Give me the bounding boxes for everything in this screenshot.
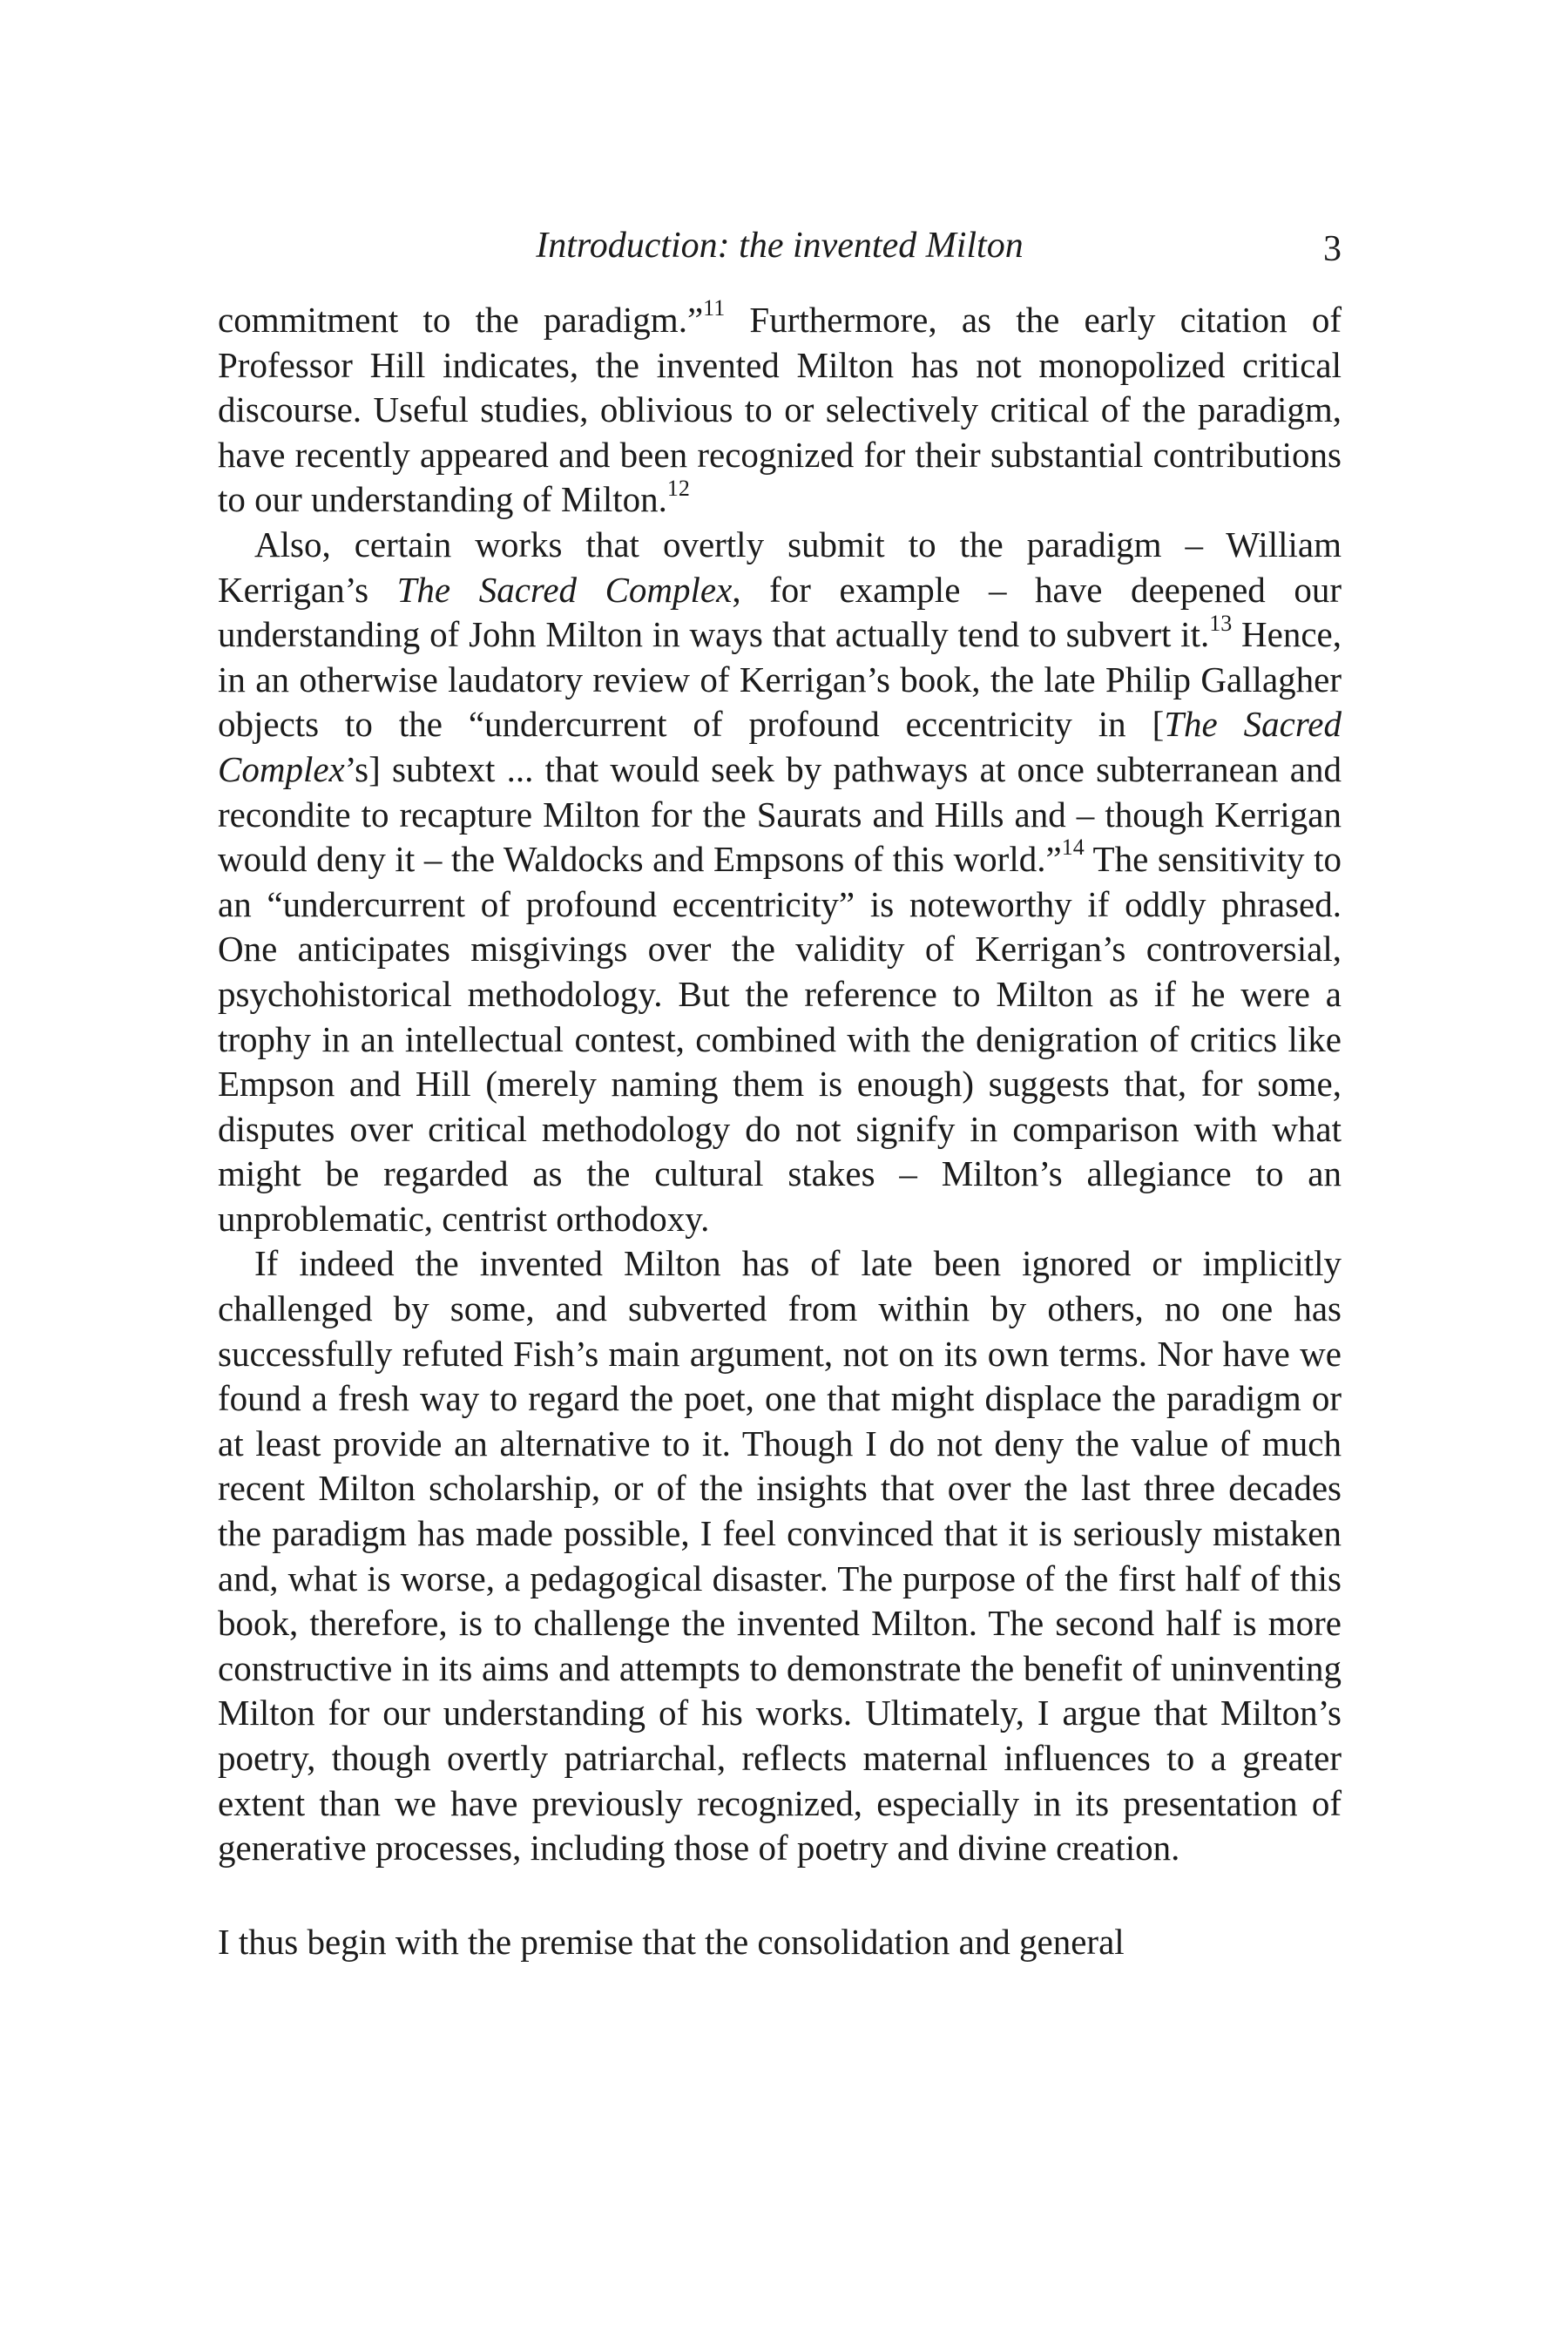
paragraph-1 (218, 295, 1342, 523)
paragraph-4: I thus begin with the premise that the consolidation and general (218, 1921, 1125, 1962)
book-title-sacred-complex: The Sacred Complex (396, 569, 733, 610)
paragraph-2-text-d: ’s] subtext ... that would seek by pathways at once subterranean and recondite to recapture Milton for the Saurats and Hills and – though Kerrigan would deny it – the Waldocks and Empsons of this world.” (218, 748, 1342, 880)
running-title: Introduction: the invented Milton (536, 226, 1024, 266)
footnote-ref-11: 11 (703, 295, 726, 321)
footnote-ref-14: 14 (1061, 835, 1085, 861)
paragraph-2-text-b: , for example – have deepened our understanding of John Milton in ways that actually tend to subvert it. (218, 569, 1342, 655)
footnote-ref-12: 12 (666, 475, 690, 501)
paragraph-2-text-a: Also, certain works that overtly submit to the paradigm – William Kerrigan’s (218, 524, 1342, 610)
running-head (218, 220, 1342, 272)
paragraph-3: If indeed the invented Milton has of late been ignored or implicitly challenged by some, and subverted from within by others, no one has successfully refuted Fish’s main argument, not on its own terms. Nor have we found a fresh way to regard the poet, one that might displace the paradigm or at least provide an alternative to it. Though I do not deny the value of much recent Milton scholarship, or of the insights that over the last three decades the paradigm has made possible, I feel convinced that it is seriously mistaken and, what is worse, a pedagogical disaster. The purpose of the first half of this book, therefore, is to challenge the invented Milton. The second half is more constructive in its aims and attempts to demonstrate the benefit of uninventing Milton for our understanding of his works. Ultimately, I argue that Milton’s poetry, though overtly patriarchal, reflects maternal influences to a greater extent than we have previously recognized, especially in its presentation of generative processes, including those of poetry and divine creation. (218, 1243, 1342, 1869)
book-title-sacred-complex-2: The Sacred Complex (218, 704, 1342, 789)
paragraph-2 (218, 523, 1342, 1242)
footnote-ref-13: 13 (1209, 610, 1233, 636)
paragraph-1-text-b: Furthermore, as the early citation of Professor Hill indicates, the invented Milton has not monopolized critical discourse. Useful studies, oblivious to or selectively critical of the paradigm, have recently appeared and been recognized for their substantial contributions to our understanding of Milton. (218, 300, 1342, 520)
section-break (218, 1871, 1342, 1920)
page-number: 3 (1323, 229, 1342, 269)
body-text (218, 295, 1342, 1964)
paragraph-2-text-c: Hence, in an otherwise laudatory review of Kerrigan’s book, the late Philip Gallagher objects to the “undercurrent of profound eccentricity in [ (218, 614, 1342, 745)
paragraph-1-text-a: commitment to the paradigm.” (218, 300, 704, 340)
paragraph-2-text-e: The sensitivity to an “undercurrent of profound eccentricity” is noteworthy if oddly phrased. One anticipates misgivings over the validity of Kerrigan’s controversial, psychohistorical methodology. But the reference to Milton as if he were a trophy in an intellectual contest, combined with the denigration of critics like Empson and Hill (merely naming them is enough) suggests that, for some, disputes over critical methodology do not signify in comparison with what might be regarded as the cultural stakes – Milton’s allegiance to an unproblematic, centrist orthodoxy. (218, 839, 1342, 1239)
